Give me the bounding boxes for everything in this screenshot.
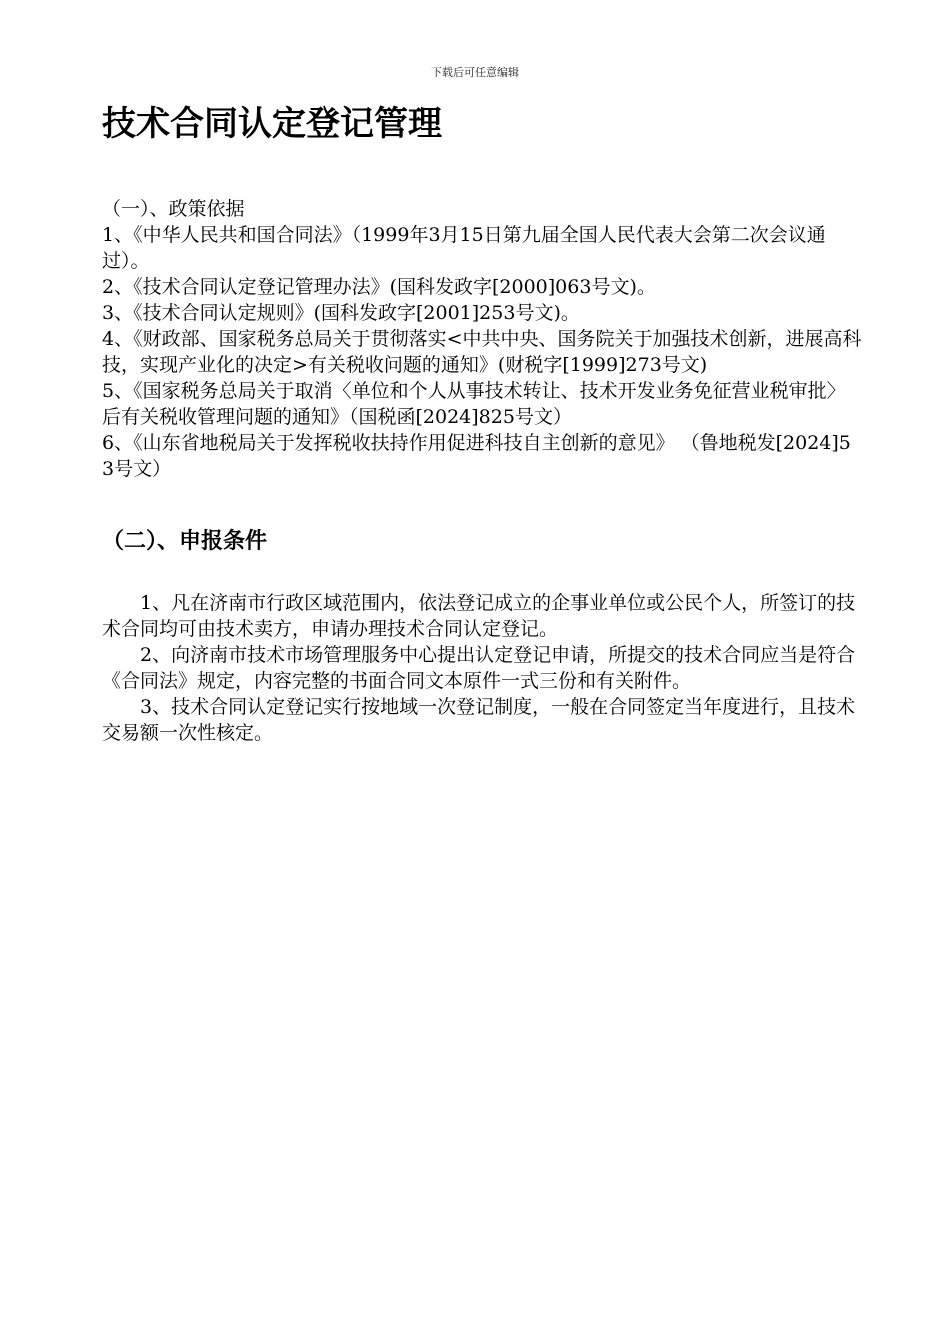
policy-item: 5、《国家税务总局关于取消〈单位和个人从事技术转让、技术开发业务免征营业税审批〉后有关税收管理问题的通知》（国税函[2024]825号文） (102, 380, 846, 428)
policy-item: 4、《财政部、国家税务总局关于贯彻落实<中共中央、国务院关于加强技术创新，进展高科技，实现产业化的决定>有关税收问题的通知》(财税字[1999]273号文) (102, 328, 862, 376)
policy-item: 3、《技术合同认定规则》(国科发政字[2001]253号文)。 (102, 302, 580, 324)
condition-paragraph: 3、技术合同认定登记实行按地域一次登记制度，一般在合同签定当年度进行，且技术交易额一次性核定。 (102, 696, 856, 744)
section-policy-basis (102, 196, 862, 482)
header-note: 下载后可任意编辑 (431, 66, 519, 79)
section-application-conditions-heading-wrap (102, 527, 862, 557)
document-title: 技术合同认定登记管理 (102, 104, 442, 144)
policy-item: 2、《技术合同认定登记管理办法》(国科发政字[2000]063号文)。 (102, 276, 656, 298)
section-heading-application-conditions: （二）、申报条件 (102, 529, 268, 554)
policy-item: 6、《山东省地税局关于发挥税收扶持作用促进科技自主创新的意见》 （鲁地税发[2024]53号文） (102, 432, 851, 480)
section-heading-policy-basis: （一）、政策依据 (102, 198, 245, 220)
policy-item: 1、《中华人民共和国合同法》（1999年3月15日第九届全国人民代表大会第二次会议通过）。 (102, 224, 826, 272)
condition-paragraph: 1、凡在济南市行政区域范围内，依法登记成立的企事业单位或公民个人，所签订的技术合同均可由技术卖方，申请办理技术合同认定登记。 (102, 592, 856, 640)
section-application-conditions (102, 590, 862, 746)
condition-paragraph: 2、向济南市技术市场管理服务中心提出认定登记申请，所提交的技术合同应当是符合《合同法》规定，内容完整的书面合同文本原件一式三份和有关附件。 (102, 644, 856, 692)
